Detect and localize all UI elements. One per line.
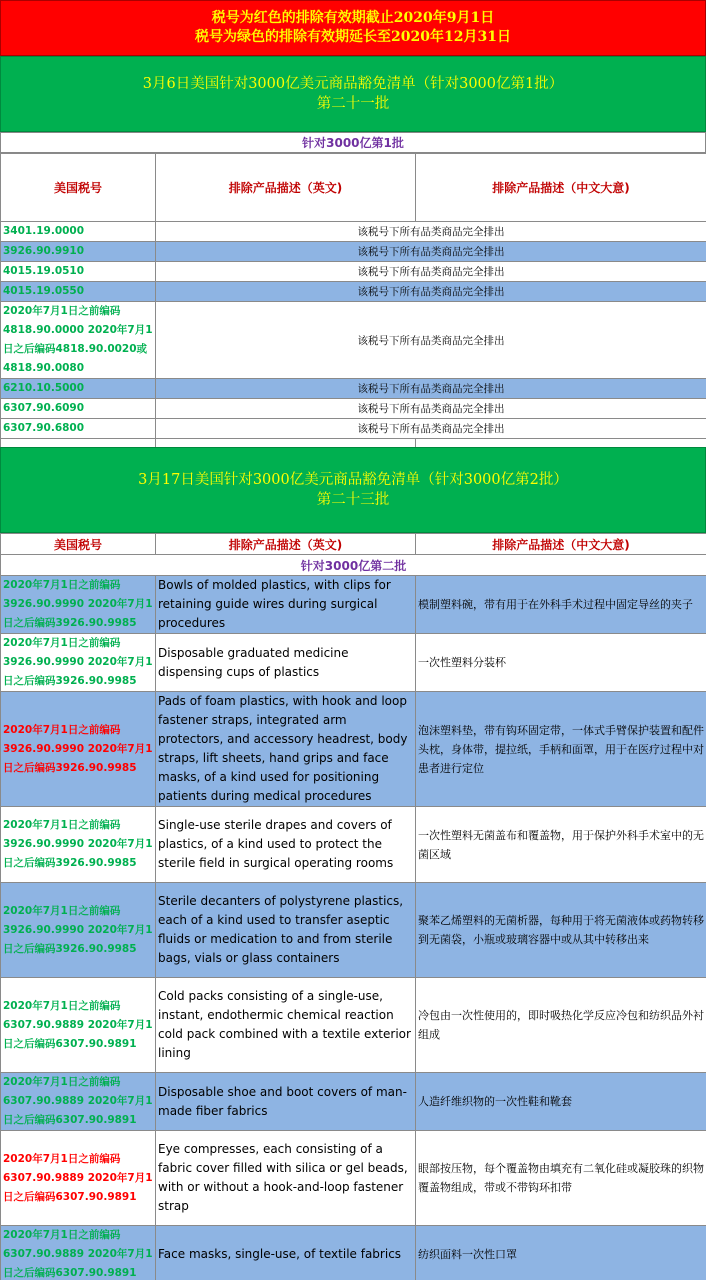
- table-row: [1, 807, 706, 883]
- english-description: Disposable shoe and boot covers of man-made fiber fabrics: [156, 1073, 416, 1131]
- batch1-title: 3月6日美国针对3000亿美元商品豁免清单（针对3000亿第1批）: [142, 76, 564, 92]
- english-description: Cold packs consisting of a single-use, instant, endothermic chemical reaction cold pack combined with a textile exterior lining: [156, 978, 416, 1073]
- table-row: [1, 978, 706, 1073]
- exclusion-description: 该税号下所有品类商品完全排出: [156, 222, 706, 242]
- table-row: [1, 242, 706, 262]
- exclusion-description: 该税号下所有品类商品完全排出: [156, 242, 706, 262]
- english-description: Sterile decanters of polystyrene plastics, each of a kind used to transfer aseptic fluids or medication to and from sterile bags, vials or glass containers: [156, 883, 416, 978]
- hs-code: 3926.90.9910: [1, 242, 156, 262]
- batch2-batch-number: 第二十三批: [316, 492, 390, 508]
- table-row: [1, 222, 706, 242]
- hs-code: 2020年7月1日之前编码3926.90.9990 2020年7月1日之后编码3926.90.9985: [1, 634, 156, 692]
- batch2-table: [0, 533, 706, 1280]
- validity-notice-banner: [0, 0, 706, 56]
- exclusion-description: 该税号下所有品类商品完全排出: [156, 379, 706, 399]
- batch2-subtitle: 针对3000亿第二批: [1, 555, 706, 576]
- exclusion-description: 该税号下所有品类商品完全排出: [156, 262, 706, 282]
- batch2-title-band: [0, 447, 706, 533]
- chinese-description: 一次性塑料分装杯: [416, 634, 706, 692]
- table-row: [1, 1073, 706, 1131]
- batch1-title-band: [0, 56, 706, 132]
- table-row: [1, 282, 706, 302]
- hs-code: 2020年7月1日之前编码3926.90.9990 2020年7月1日之后编码3926.90.9985: [1, 692, 156, 807]
- hs-code: 2020年7月1日之前编码3926.90.9990 2020年7月1日之后编码3926.90.9985: [1, 807, 156, 883]
- batch2-title: 3月17日美国针对3000亿美元商品豁免清单（针对3000亿第2批）: [138, 472, 568, 488]
- batch2-header-row: [1, 534, 706, 555]
- table-row: [1, 576, 706, 634]
- chinese-description: 人造纤维织物的一次性鞋和靴套: [416, 1073, 706, 1131]
- hs-code: 2020年7月1日之前编码3926.90.9990 2020年7月1日之后编码3926.90.9985: [1, 883, 156, 978]
- chinese-description: 冷包由一次性使用的，即时吸热化学反应冷包和纺织品外衬组成: [416, 978, 706, 1073]
- hs-code: 2020年7月1日之前编码4818.90.0000 2020年7月1日之后编码4818.90.0020或4818.90.0080: [1, 302, 156, 379]
- exclusion-description: 该税号下所有品类商品完全排出: [156, 399, 706, 419]
- english-description: Disposable graduated medicine dispensing cups of plastics: [156, 634, 416, 692]
- hs-code: 6307.90.6090: [1, 399, 156, 419]
- english-description: Single-use sterile drapes and covers of plastics, of a kind used to protect the sterile field in surgical operating rooms: [156, 807, 416, 883]
- chinese-description: 聚苯乙烯塑料的无菌析器，每种用于将无菌液体或药物转移到无菌袋，小瓶或玻璃容器中或从其中转移出来: [416, 883, 706, 978]
- table-row: [1, 1226, 706, 1280]
- hs-code: 6307.90.6800: [1, 419, 156, 439]
- hs-code: 2020年7月1日之前编码6307.90.9889 2020年7月1日之后编码6307.90.9891: [1, 1073, 156, 1131]
- chinese-description: 一次性塑料无菌盖布和覆盖物，用于保护外科手术室中的无菌区域: [416, 807, 706, 883]
- batch1-header-row: [1, 154, 706, 222]
- table-row: [1, 399, 706, 419]
- chinese-description: 眼部按压物，每个覆盖物由填充有二氧化硅或凝胶珠的织物覆盖物组成，带或不带钩环扣带: [416, 1131, 706, 1226]
- notice-line-red: 税号为红色的排除有效期截止2020年9月1日: [211, 10, 495, 26]
- chinese-description: 纺织面料一次性口罩: [416, 1226, 706, 1280]
- english-description: Bowls of molded plastics, with clips for retaining guide wires during surgical procedures: [156, 576, 416, 634]
- hs-code: 2020年7月1日之前编码6307.90.9889 2020年7月1日之后编码6307.90.9891: [1, 1226, 156, 1280]
- exclusion-description: 该税号下所有品类商品完全排出: [156, 302, 706, 379]
- exclusion-description: 该税号下所有品类商品完全排出: [156, 419, 706, 439]
- hs-code: 2020年7月1日之前编码6307.90.9889 2020年7月1日之后编码6307.90.9891: [1, 978, 156, 1073]
- hs-code: 3401.19.0000: [1, 222, 156, 242]
- exclusion-description: 该税号下所有品类商品完全排出: [156, 282, 706, 302]
- english-description: Pads of foam plastics, with hook and loop fastener straps, integrated arm protectors, and accessory headrest, body straps, lift sheets, hand grips and face masks, of a kind used for positioning patients during medical procedures: [156, 692, 416, 807]
- batch1-table: [0, 153, 706, 458]
- hs-code: 4015.19.0550: [1, 282, 156, 302]
- hs-code: 2020年7月1日之前编码6307.90.9889 2020年7月1日之后编码6307.90.9891: [1, 1131, 156, 1226]
- header-chinese: 排除产品描述（中文大意): [416, 534, 706, 555]
- table-row: [1, 1131, 706, 1226]
- table-row: [1, 419, 706, 439]
- table-row: [1, 302, 706, 379]
- hs-code: 6210.10.5000: [1, 379, 156, 399]
- table-row: [1, 379, 706, 399]
- english-description: Face masks, single-use, of textile fabrics: [156, 1226, 416, 1280]
- header-code: 美国税号: [1, 534, 156, 555]
- chinese-description: 模制塑料碗，带有用于在外科手术过程中固定导丝的夹子: [416, 576, 706, 634]
- table-row: [1, 692, 706, 807]
- notice-line-green: 税号为绿色的排除有效期延长至2020年12月31日: [195, 29, 511, 45]
- batch1-subtitle: 针对3000亿第1批: [0, 132, 706, 153]
- header-english: 排除产品描述（英文): [156, 534, 416, 555]
- hs-code: 4015.19.0510: [1, 262, 156, 282]
- table-row: [1, 883, 706, 978]
- table-row: [1, 634, 706, 692]
- english-description: Eye compresses, each consisting of a fabric cover filled with silica or gel beads, with or without a hook-and-loop fastener strap: [156, 1131, 416, 1226]
- header-chinese: 排除产品描述（中文大意): [416, 154, 706, 222]
- hs-code: 2020年7月1日之前编码3926.90.9990 2020年7月1日之后编码3926.90.9985: [1, 576, 156, 634]
- table-row: [1, 262, 706, 282]
- batch1-batch-number: 第二十一批: [316, 96, 390, 112]
- chinese-description: 泡沫塑料垫，带有钩环固定带，一体式手臂保护装置和配件头枕，身体带，提拉纸，手柄和面罩，用于在医疗过程中对患者进行定位: [416, 692, 706, 807]
- batch2-subtitle-row: [1, 555, 706, 576]
- header-english: 排除产品描述（英文): [156, 154, 416, 222]
- header-code: 美国税号: [1, 154, 156, 222]
